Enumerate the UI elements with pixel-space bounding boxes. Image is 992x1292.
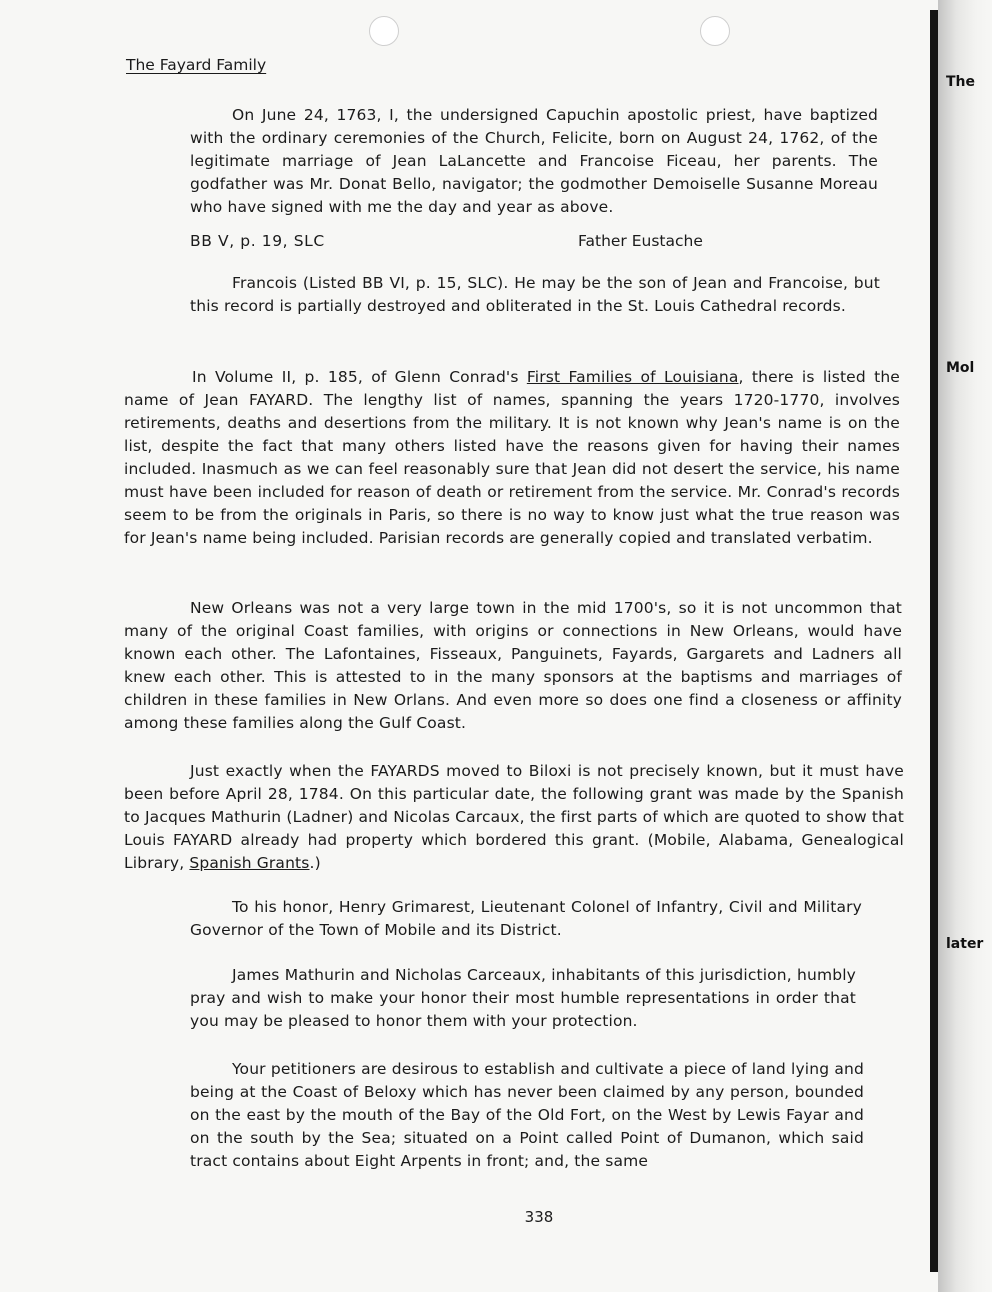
- new-orleans-text: New Orleans was not a very large town in the mid 1700's, so it is not uncommon that many of the original Coast families, with origins or connections in New Orleans, would have known each other. The Lafontaines, Fisseaux, Panguinets, Fayards, Gargarets and Ladners all knew each other. This is attested to in the many sponsors at the baptisms and marriages of children in these families in New Orlans. And even more so does one find a closeness or affinity among these families along the Gulf Coast.: [124, 599, 902, 732]
- biloxi-lead: Just exactly when the FAYARDS moved to Biloxi is not precisely known, but it must have been before April 28, 1784. On this particular date, the following grant was made by the Spanish to Jacques Mathurin (Ladner) and Nicolas Carcaux, the first parts of which are quoted to show that Louis FAYARD already had property which bordered this grant. (Mobile, Alabama, Genealogical Library,: [124, 762, 904, 872]
- francois-text: Francois (Listed BB VI, p. 15, SLC). He may be the son of Jean and Francoise, but this record is partially destroyed and obliterated in the St. Louis Cathedral records.: [190, 274, 880, 315]
- biloxi-paragraph: [124, 760, 904, 875]
- edge-shadow: [938, 0, 992, 1292]
- punch-hole-left: [369, 16, 399, 46]
- page-title: The Fayard Family: [126, 56, 267, 74]
- page-number: 338: [524, 1208, 554, 1226]
- punch-hole-right: [700, 16, 730, 46]
- binding-edge: [930, 10, 938, 1272]
- baptism-citation: BB V, p. 19, SLC: [190, 232, 325, 250]
- francois-paragraph: [190, 272, 880, 318]
- petition-salutation: [190, 896, 862, 942]
- book-title: First Families of Louisiana: [526, 368, 739, 386]
- adjacent-fragment-1: The: [946, 74, 976, 90]
- request-text: James Mathurin and Nicholas Carceaux, inhabitants of this jurisdiction, humbly pray and wish to make your honor their most humble representations in order that you may be pleased to honor them with your protection.: [190, 966, 856, 1030]
- adjacent-fragment-3: later: [946, 936, 984, 952]
- conrad-paragraph: [124, 366, 900, 550]
- adjacent-fragment-2: Mol: [946, 360, 975, 376]
- baptism-paragraph: [190, 104, 878, 219]
- biloxi-tail: .): [309, 854, 321, 872]
- conrad-lead: In Volume II, p. 185, of Glenn Conrad's: [192, 368, 527, 386]
- salutation-text: To his honor, Henry Grimarest, Lieutenant Colonel of Infantry, Civil and Military Governor of the Town of Mobile and its District.: [190, 898, 862, 939]
- petition-request: [190, 964, 856, 1033]
- petition-land: [190, 1058, 864, 1173]
- baptism-text: On June 24, 1763, I, the undersigned Capuchin apostolic priest, have baptized with the ordinary ceremonies of the Church, Felicite, born on August 24, 1762, of the legitimate marriage of Jean LaLancette and Francoise Ficeau, her parents. The godfather was Mr. Donat Bello, navigator; the godmother Demoiselle Susanne Moreau who have signed with me the day and year as above.: [190, 106, 878, 216]
- new-orleans-paragraph: [124, 597, 902, 735]
- baptism-signature: Father Eustache: [578, 232, 703, 250]
- land-text: Your petitioners are desirous to establish and cultivate a piece of land lying and being at the Coast of Beloxy which has never been claimed by any person, bounded on the east by the mouth of the Bay of the Old Fort, on the West by Lewis Fayar and on the south by the Sea; situated on a Point called Point of Dumanon, which said tract contains about Eight Arpents in front; and, the same: [190, 1060, 864, 1170]
- source-title: Spanish Grants: [189, 854, 310, 872]
- conrad-body: , there is listed the name of Jean FAYARD. The lengthy list of names, spanning the years 1720-1770, involves retirements, deaths and desertions from the military. It is not known why Jean's name is on the list, despite the fact that many others listed have the reasons given for having their names included. Inasmuch as we can feel reasonably sure that Jean did not desert the service, his name must have been included for reason of death or retirement from the service. Mr. Conrad's records seem to be from the originals in Paris, so there is no way to know just what the true reason was for Jean's name being included. Parisian records are generally copied and translated verbatim.: [124, 368, 900, 547]
- adjacent-page-edge: [926, 0, 992, 1292]
